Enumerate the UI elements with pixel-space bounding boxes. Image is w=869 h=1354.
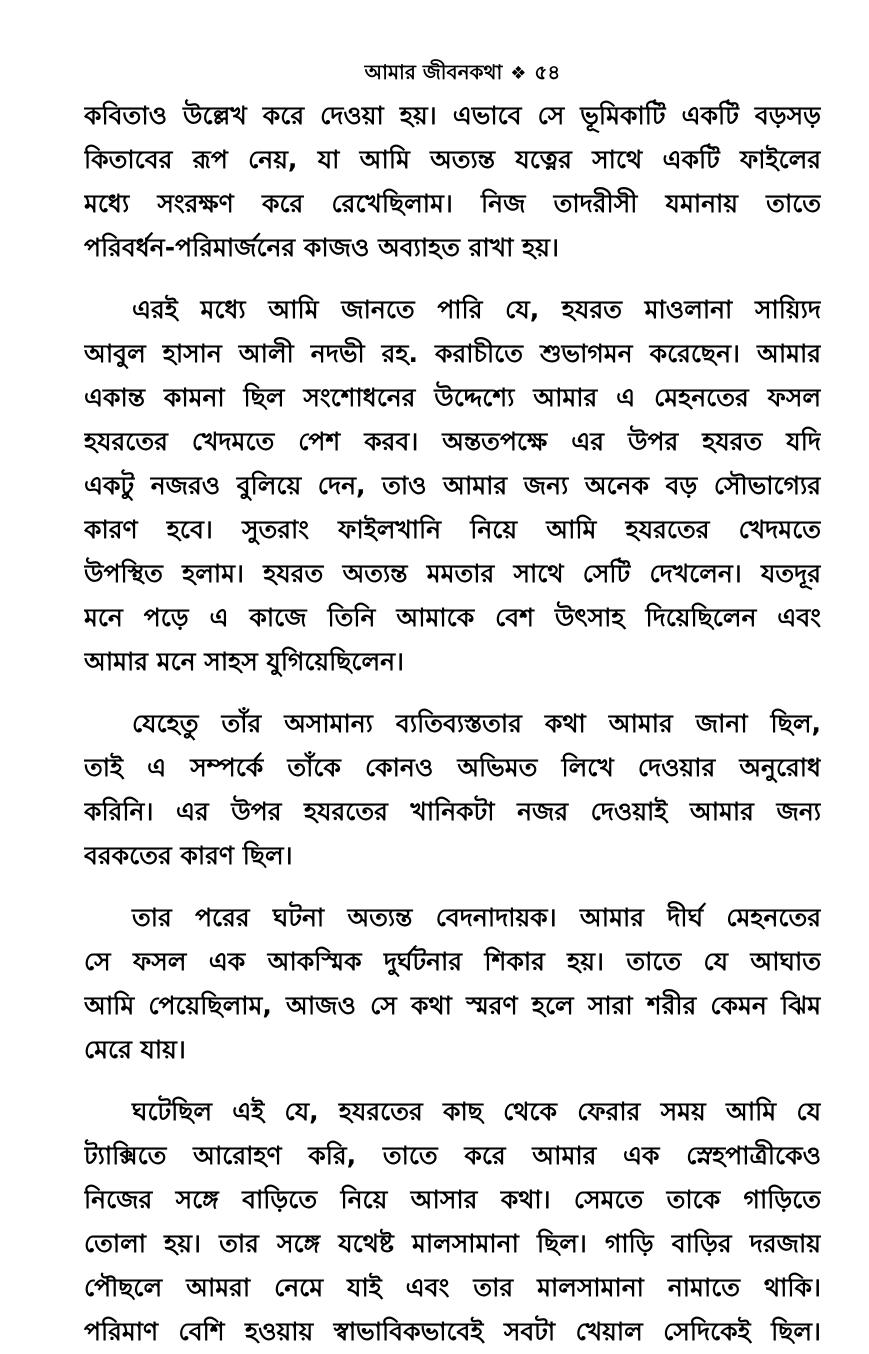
text-line: আমার মনে সাহস যুগিয়েছিলেন। <box>84 647 404 676</box>
text-line: হযরতের খেদমতে পেশ করব। অন্ততপক্ষে এর উপর হযরত যদি <box>84 427 821 456</box>
paragraph <box>84 94 821 270</box>
text-line: করিনি। এর উপর হযরতের খানিকটা নজর দেওয়াই আমার জন্য <box>84 797 821 826</box>
ornament-icon: ❖ <box>510 63 527 84</box>
running-header <box>84 52 821 92</box>
text-line: পরিবর্ধন-পরিমার্জনের কাজও অব্যাহত রাখা হয়। <box>84 233 559 262</box>
text-line: ট্যাক্সিতে আরোহণ করি, তাতে করে আমার এক স্নেহপাত্রীকেও <box>84 1141 821 1170</box>
text-line: পরিমাণ বেশি হওয়ায় স্বাভাবিকভাবেই সবটা খেয়াল সেদিকেই ছিল। <box>84 1317 821 1346</box>
text-line: তার পরের ঘটনা অত্যন্ত বেদনাদায়ক। আমার দীর্ঘ মেহনতের <box>132 903 821 932</box>
paragraph <box>84 896 821 1072</box>
text-line: কিতাবের রূপ নেয়, যা আমি অত্যন্ত যত্নের সাথে একটি ফাইলের <box>84 145 821 174</box>
text-line: কারণ হবে। সুতরাং ফাইলখানি নিয়ে আমি হযরতের খেদমতে <box>84 515 821 544</box>
text-line: আমি পেয়েছিলাম, আজও সে কথা স্মরণ হলে সারা শরীর কেমন ঝিম <box>84 991 821 1020</box>
text-line: সে ফসল এক আকস্মিক দুর্ঘটনার শিকার হয়। তাতে যে আঘাত <box>84 947 821 976</box>
text-line: পৌছলে আমরা নেমে যাই এবং তার মালসামানা নামাতে থাকি। <box>84 1273 821 1302</box>
paragraph <box>84 288 821 684</box>
text-line: মধ্যে সংরক্ষণ করে রেখেছিলাম। নিজ তাদরীসী যমানায় তাতে <box>84 189 821 218</box>
text-line: মেরে যায়। <box>84 1035 186 1064</box>
text-line: মনে পড়ে এ কাজে তিনি আমাকে বেশ উৎসাহ দিয়েছিলেন এবং <box>84 603 821 632</box>
text-line: কবিতাও উল্লেখ করে দেওয়া হয়। এভাবে সে ভূমিকাটি একটি বড়সড় <box>84 101 821 130</box>
book-title: আমার জীবনকথা <box>364 60 503 84</box>
text-line: নিজের সঙ্গে বাড়িতে নিয়ে আসার কথা। সেমতে তাকে গাড়িতে <box>84 1185 821 1214</box>
text-line: যেহেতু তাঁর অসামান্য ব্যতিব্যস্ততার কথা আমার জানা ছিল, <box>132 709 821 738</box>
text-line: উপস্থিত হলাম। হযরত অত্যন্ত মমতার সাথে সেটি দেখলেন। যতদূর <box>84 559 821 588</box>
page-number: ৫৪ <box>534 60 561 84</box>
text-line: বরকতের কারণ ছিল। <box>84 841 293 870</box>
text-line: তাই এ সম্পর্কে তাঁকে কোনও অভিমত লিখে দেওয়ার অনুরোধ <box>84 753 821 782</box>
text-line: আবুল হাসান আলী নদভী রহ. করাচীতে শুভাগমন করেছেন। আমার <box>84 339 821 368</box>
body-text <box>84 94 821 1354</box>
paragraph <box>84 1090 821 1354</box>
text-line: তোলা হয়। তার সঙ্গে যথেষ্ট মালসামানা ছিল। গাড়ি বাড়ির দরজায় <box>84 1229 821 1258</box>
text-line: ঘটেছিল এই যে, হযরতের কাছ থেকে ফেরার সময় আমি যে <box>132 1097 821 1126</box>
text-line: এরই মধ্যে আমি জানতে পারি যে, হযরত মাওলানা সায়্যিদ <box>132 295 821 324</box>
paragraph <box>84 702 821 878</box>
text-line: একটু নজরও বুলিয়ে দেন, তাও আমার জন্য অনেক বড় সৌভাগ্যের <box>84 471 821 500</box>
text-line: একান্ত কামনা ছিল সংশোধনের উদ্দেশ্যে আমার এ মেহনতের ফসল <box>84 383 821 412</box>
